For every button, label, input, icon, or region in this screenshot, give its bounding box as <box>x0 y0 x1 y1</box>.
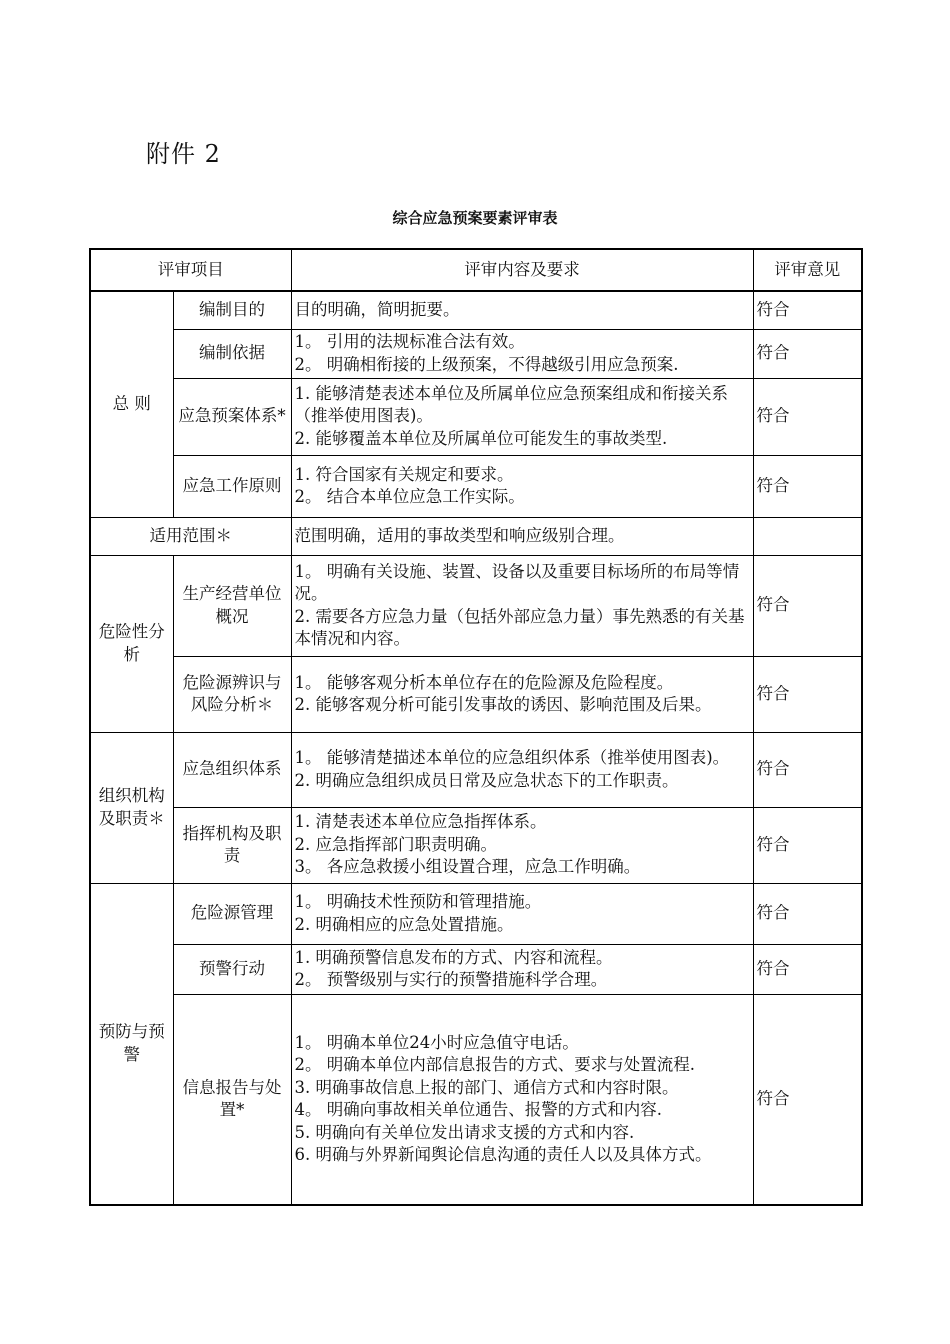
table-row <box>90 517 862 555</box>
table-row <box>90 944 862 994</box>
sub-item: 应急预案体系* <box>173 378 291 455</box>
requirement-cell: 1. 符合国家有关规定和要求。 2。 结合本单位应急工作实际。 <box>291 455 753 517</box>
section-general: 总 则 <box>90 291 173 517</box>
opinion-cell: 符合 <box>753 732 862 807</box>
annex-label: 附件 2 <box>146 140 221 168</box>
opinion-cell: 符合 <box>753 807 862 883</box>
table-row <box>90 883 862 944</box>
table-header-row <box>90 249 862 291</box>
requirement-cell: 1。 能够客观分析本单位存在的危险源及危险程度。 2. 能够客观分析可能引发事故的诱因、影响范围及后果。 <box>291 656 753 732</box>
section-scope: 适用范围＊ <box>90 517 291 555</box>
sub-item: 应急组织体系 <box>173 732 291 807</box>
section-prevention-warning: 预防与预警 <box>90 883 173 1205</box>
sub-item: 信息报告与处置* <box>173 994 291 1205</box>
table-row <box>90 656 862 732</box>
requirement-cell: 1。 能够清楚描述本单位的应急组织体系（推举使用图表)。 2. 明确应急组织成员日常及应急状态下的工作职责。 <box>291 732 753 807</box>
requirement-cell: 范围明确，适用的事故类型和响应级别合理。 <box>291 517 753 555</box>
opinion-cell: 符合 <box>753 455 862 517</box>
sub-item: 指挥机构及职责 <box>173 807 291 883</box>
opinion-cell: 符合 <box>753 994 862 1205</box>
opinion-cell: 符合 <box>753 291 862 329</box>
table-row <box>90 555 862 656</box>
requirement-cell: 1. 清楚表述本单位应急指挥体系。 2. 应急指挥部门职责明确。 3。 各应急救援小组设置合理，应急工作明确。 <box>291 807 753 883</box>
sub-item: 生产经营单位概况 <box>173 555 291 656</box>
section-hazard-analysis: 危险性分析 <box>90 555 173 732</box>
header-item: 评审项目 <box>90 249 291 291</box>
opinion-cell: 符合 <box>753 883 862 944</box>
header-opinion: 评审意见 <box>753 249 862 291</box>
requirement-cell: 1。 明确技术性预防和管理措施。 2. 明确相应的应急处置措施。 <box>291 883 753 944</box>
sub-item: 编制目的 <box>173 291 291 329</box>
requirement-cell: 1。 明确本单位24小时应急值守电话。 2。 明确本单位内部信息报告的方式、要求与处置流程. 3. 明确事故信息上报的部门、通信方式和内容时限。 4。 明确向事故相关单位通告、报警的方式和内容. 5. 明确向有关单位发出请求支援的方式和内容. 6. 明确与外界新闻舆论信息沟通的责任人以及具体方式。 <box>291 994 753 1205</box>
review-table <box>89 248 863 1206</box>
requirement-cell: 1。 明确有关设施、装置、设备以及重要目标场所的布局等情况。 2. 需要各方应急力量（包括外部应急力量）事先熟悉的有关基本情况和内容。 <box>291 555 753 656</box>
opinion-cell: 符合 <box>753 329 862 378</box>
sub-item: 预警行动 <box>173 944 291 994</box>
sub-item: 编制依据 <box>173 329 291 378</box>
sub-item: 危险源辨识与风险分析＊ <box>173 656 291 732</box>
requirement-cell: 1。 引用的法规标准合法有效。 2。 明确相衔接的上级预案，不得越级引用应急预案. <box>291 329 753 378</box>
requirement-cell: 1. 能够清楚表述本单位及所属单位应急预案组成和衔接关系（推举使用图表)。 2. 能够覆盖本单位及所属单位可能发生的事故类型. <box>291 378 753 455</box>
table-title: 综合应急预案要素评审表 <box>392 209 558 227</box>
table-row <box>90 807 862 883</box>
opinion-cell: 符合 <box>753 944 862 994</box>
opinion-cell <box>753 517 862 555</box>
sub-item: 危险源管理 <box>173 883 291 944</box>
header-content: 评审内容及要求 <box>291 249 753 291</box>
table-row <box>90 378 862 455</box>
opinion-cell: 符合 <box>753 656 862 732</box>
requirement-cell: 目的明确，简明扼要。 <box>291 291 753 329</box>
table-row <box>90 732 862 807</box>
table-row <box>90 291 862 329</box>
section-organization: 组织机构及职责＊ <box>90 732 173 883</box>
sub-item: 应急工作原则 <box>173 455 291 517</box>
opinion-cell: 符合 <box>753 378 862 455</box>
opinion-cell: 符合 <box>753 555 862 656</box>
table-row <box>90 455 862 517</box>
table-row <box>90 329 862 378</box>
requirement-cell: 1. 明确预警信息发布的方式、内容和流程。 2。 预警级别与实行的预警措施科学合理。 <box>291 944 753 994</box>
table-row <box>90 994 862 1205</box>
